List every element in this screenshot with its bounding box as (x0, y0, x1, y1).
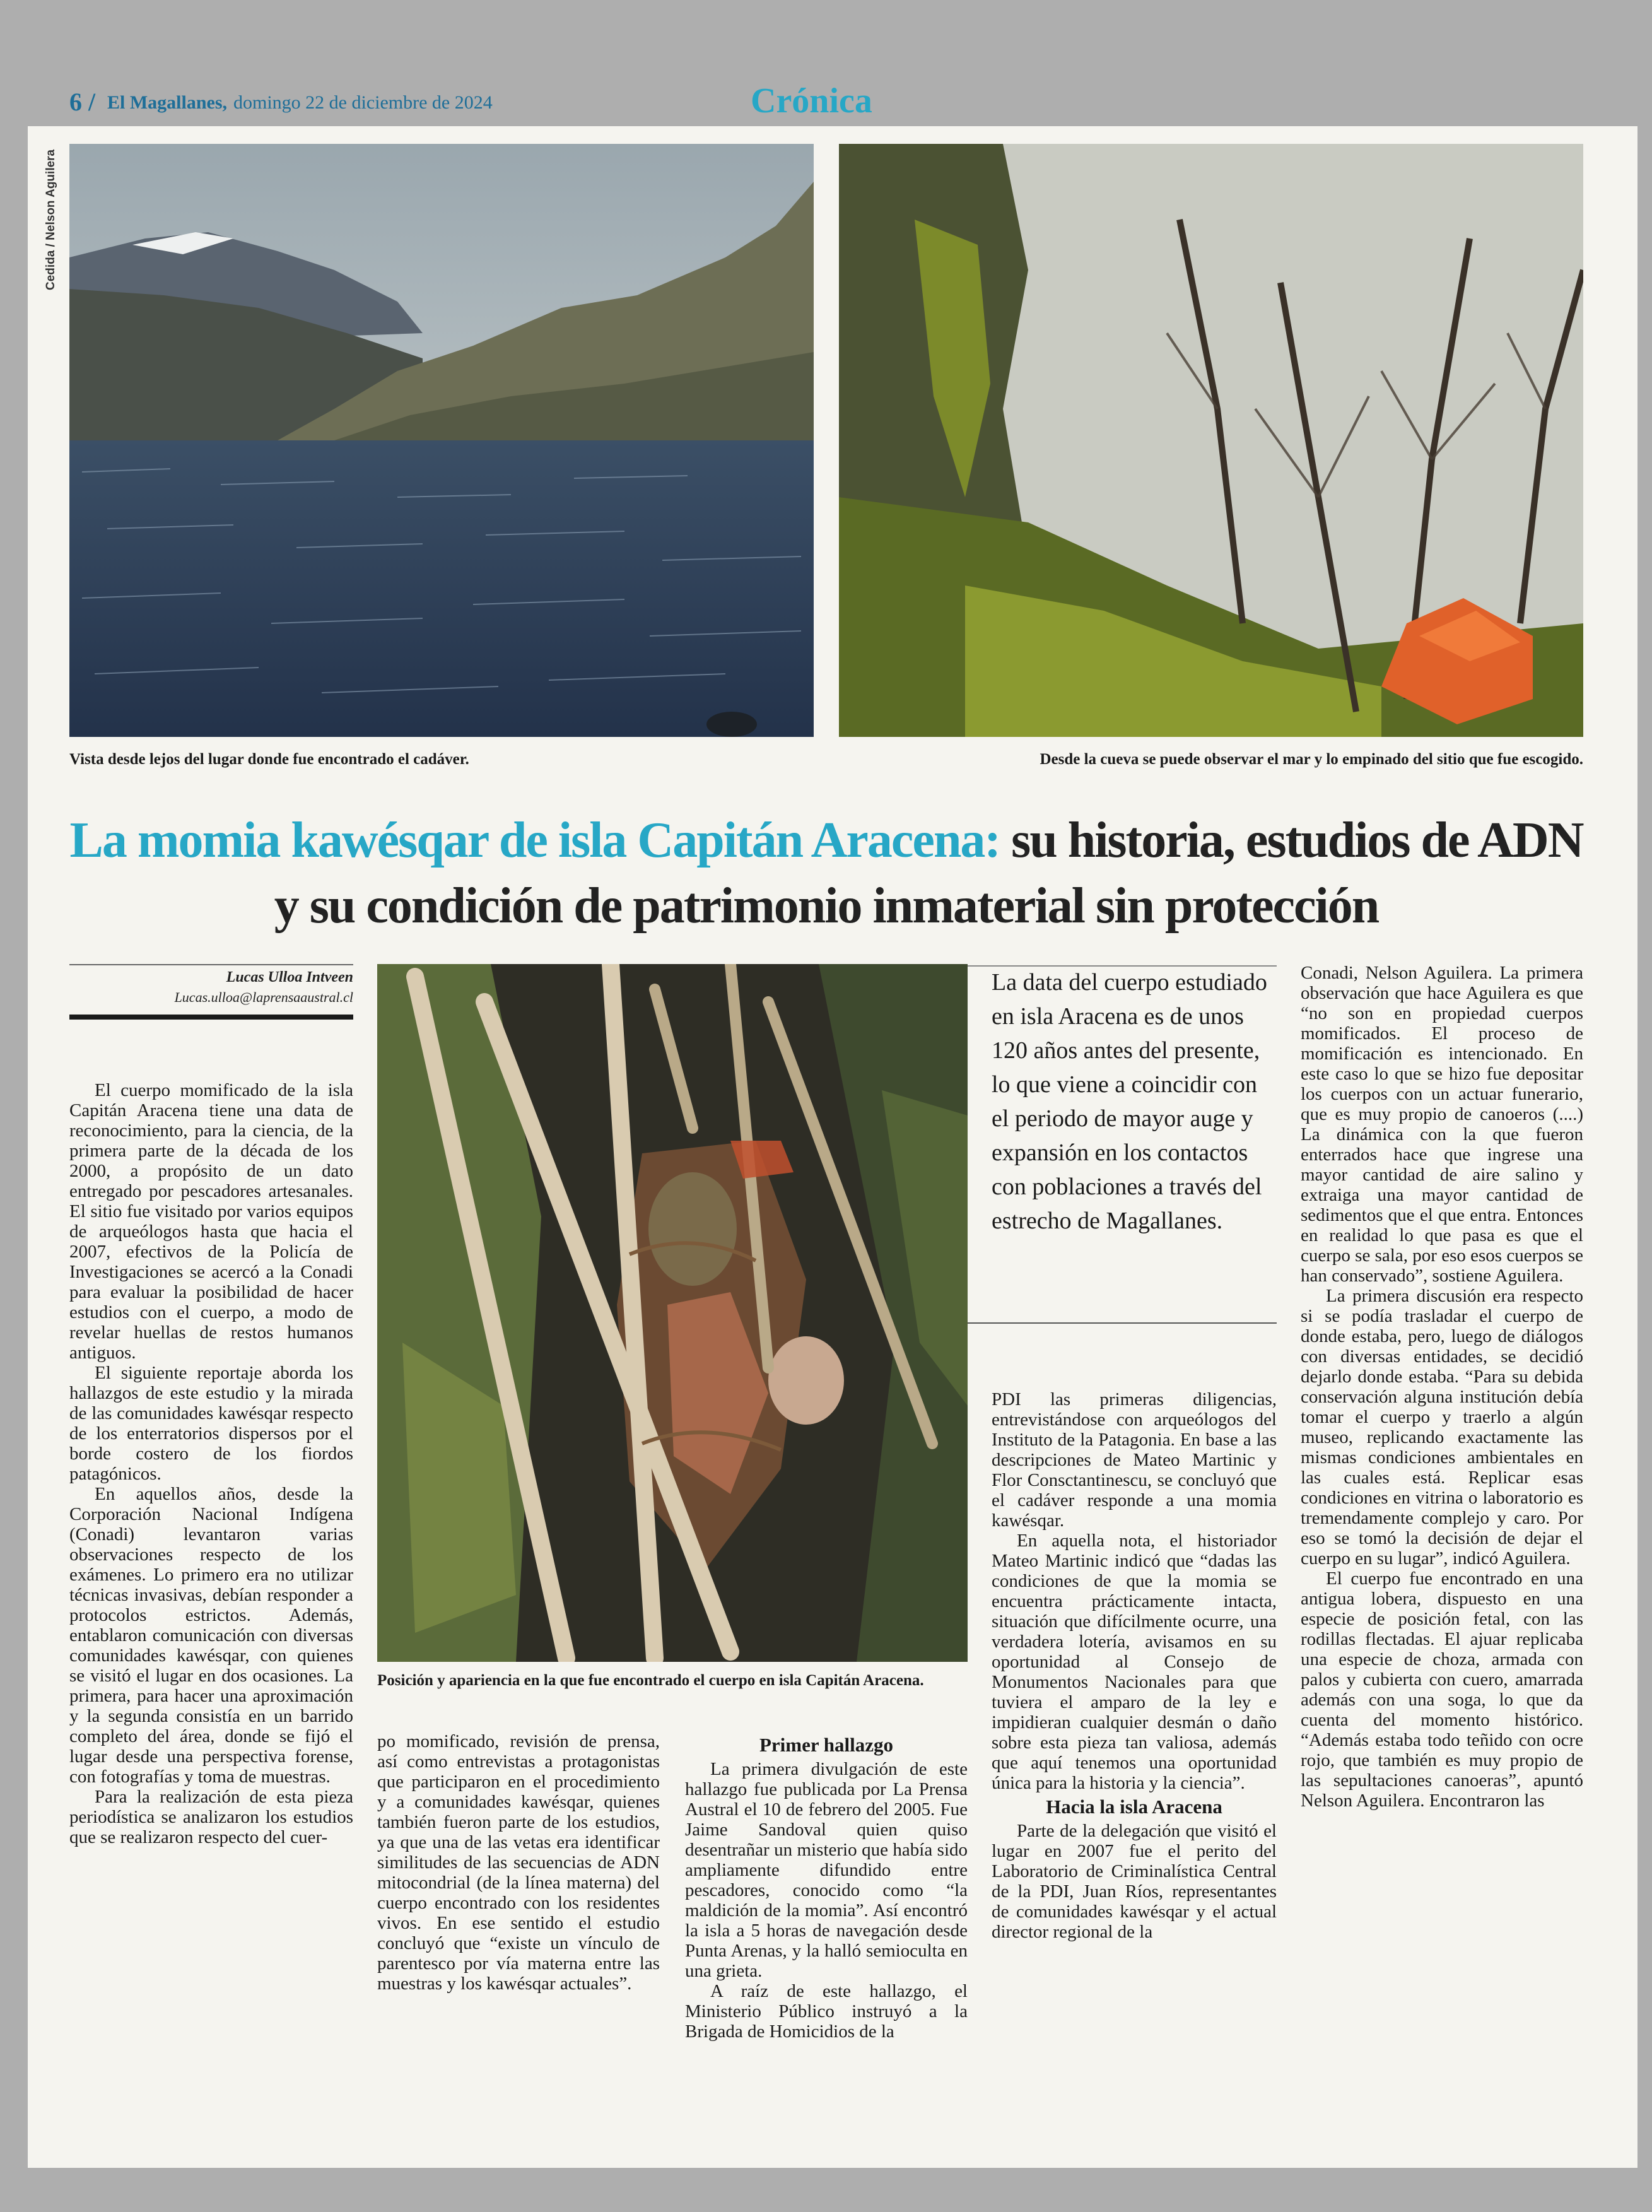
photo-lake-view (69, 144, 814, 737)
article-column-5 (1301, 963, 1583, 1811)
paragraph: Para la realización de esta pieza periodística se analizaron los estudios que se realizaron respecto del cuer- (69, 1787, 353, 1847)
article-column-4 (992, 1389, 1277, 1942)
paragraph: El cuerpo momificado de la isla Capitán Aracena tiene una data de reconocimiento, para la ciencia, de la primera parte de la década de los 2000, a propósito de un dato entregado por pescadores artesanales. El sitio fue visitado por varios equipos de arqueólogos hasta que hacia el 2007, efectivos de la Policía de Investigaciones se acercó a la Conadi para evaluar la posibilidad de hacer estudios con el cuerpo, a modo de revelar huellas de restos humanos antiguos. (69, 1080, 353, 1363)
mummy-image (377, 964, 968, 1662)
byline-email: Lucas.ulloa@laprensaaustral.cl (174, 989, 353, 1005)
article-headline (69, 808, 1583, 939)
byline-bar (69, 1015, 353, 1020)
caption-cave-view: Desde la cueva se puede observar el mar y lo empinado del sitio que fue escogido. (1040, 751, 1583, 768)
byline-author: Lucas Ulloa Intveen (226, 969, 353, 985)
caption-lake-view: Vista desde lejos del lugar donde fue encontrado el cadáver. (69, 751, 469, 768)
paragraph: El siguiente reportaje aborda los hallazgos de este estudio y la mirada de las comunidades kawésqar respecto de los enterratorios dispersos por el borde costero de los fiordos patagónicos. (69, 1363, 353, 1484)
paragraph: PDI las primeras diligencias, entrevistándose con arqueólogos del Instituto de la Patagonia. En base a las descripciones de Mateo Martinic y Flor Consctantinescu, se concluyó que el cadáver responde a una momia kawésqar. (992, 1389, 1277, 1531)
paragraph: En aquella nota, el historiador Mateo Martinic indicó que “dadas las condiciones de que la momia se encuentra prácticamente intacta, situación que difícilmente ocurre, una verdadera lotería, avisamos en su oportunidad al Consejo de Monumentos Nacionales para que tuviera el amparo de la ley e impidieran cualquier desmán o daño sobre esta pieza tan valiosa, además que aquí tenemos una oportunidad única para la historia y la ciencia”. (992, 1531, 1277, 1793)
photo-cave-view (839, 144, 1583, 737)
header-slash: / (88, 88, 96, 116)
lake-landscape-image (69, 144, 814, 737)
publication-date: domingo 22 de diciembre de 2024 (233, 92, 493, 113)
photo-mummy (377, 964, 968, 1662)
cave-forest-image (839, 144, 1583, 737)
paragraph: El cuerpo fue encontrado en una antigua lobera, dispuesto en una especie de posición fetal, con las rodillas flectadas. El ajuar replicaba una especie de choza, armada con palos y cubierta con cuero, amarrada además con una soga, lo que da cuenta del momento histórico. “Además estaba todo teñido con ocre rojo, que también es muy propio de las sepultaciones canoeras”, apuntó Nelson Aguilera. Encontraron las (1301, 1568, 1583, 1811)
paragraph: po momificado, revisión de prensa, así como entrevistas a protagonistas que participaron en el procedimiento y a comunidades kawésqar, quienes también fueron parte de los estudios, ya que una de las vetas era identificar similitudes de las secuencias de ADN mitocondrial (de la línea materna) del cuerpo encontrado con los residentes vivos. En ese sentido el estudio concluyó que “existe un vínculo de parentesco por vía materna entre las muestras y los kawésqar actuales”. (377, 1731, 660, 1994)
pullquote: La data del cuerpo estudiado en isla Aracena es de unos 120 años antes del presente, lo que viene a coincidir con el periodo de mayor auge y expansión en los contactos con poblaciones a través del estrecho de Magallanes. (992, 969, 1267, 1234)
paragraph: La primera discusión era respecto si se podía trasladar el cuerpo de donde estaba, pero, luego de diálogos con diversas entidades, se decidió dejarlo donde estaba. “Para su debida conservación alguna institución debía tomar el cuerpo y traerlo a algún museo, replicando exactamente las mismas condiciones ambientales en las cuales está. Replicar esas condiciones en vitrina o laboratorio es tremendamente complejo y caro. Por eso se tomó la decisión de dejar el cuerpo en su lugar”, indicó Aguilera. (1301, 1286, 1583, 1568)
article-column-3 (685, 1731, 968, 2042)
photo-credit (39, 145, 64, 290)
headline-rest: su historia, estudios de ADN y su condición de patrimonio inmaterial sin protección (274, 813, 1583, 934)
article-column-2 (377, 1731, 660, 1994)
byline-rule (69, 964, 353, 965)
newspaper-name: El Magallanes, (107, 92, 228, 113)
paragraph: La primera divulgación de este hallazgo fue publicada por La Prensa Austral el 10 de febrero del 2005. Fue Jaime Sandoval quien quiso desentrañar un misterio que había sido ampliamente difundido entre pescadores, conocido como “la maldición de la momia”. Así encontró la isla a 5 horas de navegación desde Punta Arenas, y la halló semioculta en una grieta. (685, 1759, 968, 1981)
paragraph: Conadi, Nelson Aguilera. La primera observación que hace Aguilera es que “no son en propiedad cuerpos momificados. El proceso de momificación es intencionado. En este caso lo que se hizo fue depositar los cuerpos con un actuar funerario, que es muy propio de canoeros (....) La dinámica con la que fueron enterrados hace que ingrese una mayor cantidad de aire salino y extraiga una mayor cantidad de sedimentos que el que entra. Entonces en realidad lo que pasa es que el cuerpo se sala, por eso esos cuerpos se han conservado”, sostiene Aguilera. (1301, 963, 1583, 1286)
photo-credit-text: Cedida / Nelson Aguilera (44, 149, 57, 290)
headline-highlight: La momia kawésqar de isla Capitán Aracena: (69, 813, 1000, 868)
section-title: Crónica (751, 81, 872, 121)
pullquote-rule-bottom (968, 1322, 1277, 1324)
paragraph: A raíz de este hallazgo, el Ministerio Público instruyó a la Brigada de Homicidios de la (685, 1981, 968, 2042)
paragraph: En aquellos años, desde la Corporación Nacional Indígena (Conadi) levantaron varias observaciones respecto de los exámenes. Lo primero era no utilizar técnicas invasivas, debían responder a protocolos estrictos. Además, entablaron comunicación con diversas comunidades kawésqar, con quienes se visitó el lugar en dos ocasiones. La primera, para hacer una aproximación y la segunda consistía en un barrido completo del área, donde se fijó el lugar desde una perspectiva forense, con fotografías y toma de muestras. (69, 1484, 353, 1787)
article-column-1 (69, 1080, 353, 1847)
caption-mummy: Posición y apariencia en la que fue encontrado el cuerpo en isla Capitán Aracena. (377, 1672, 924, 1689)
page-number: 6 (69, 88, 82, 116)
paragraph: Parte de la delegación que visitó el lugar en 2007 fue el perito del Laboratorio de Criminalística Central de la PDI, Juan Ríos, representantes de comunidades kawésqar y el actual director regional de la (992, 1821, 1277, 1942)
subheading-hacia-la-isla: Hacia la isla Aracena (1046, 1796, 1222, 1818)
subheading-primer-hallazgo: Primer hallazgo (759, 1734, 894, 1756)
